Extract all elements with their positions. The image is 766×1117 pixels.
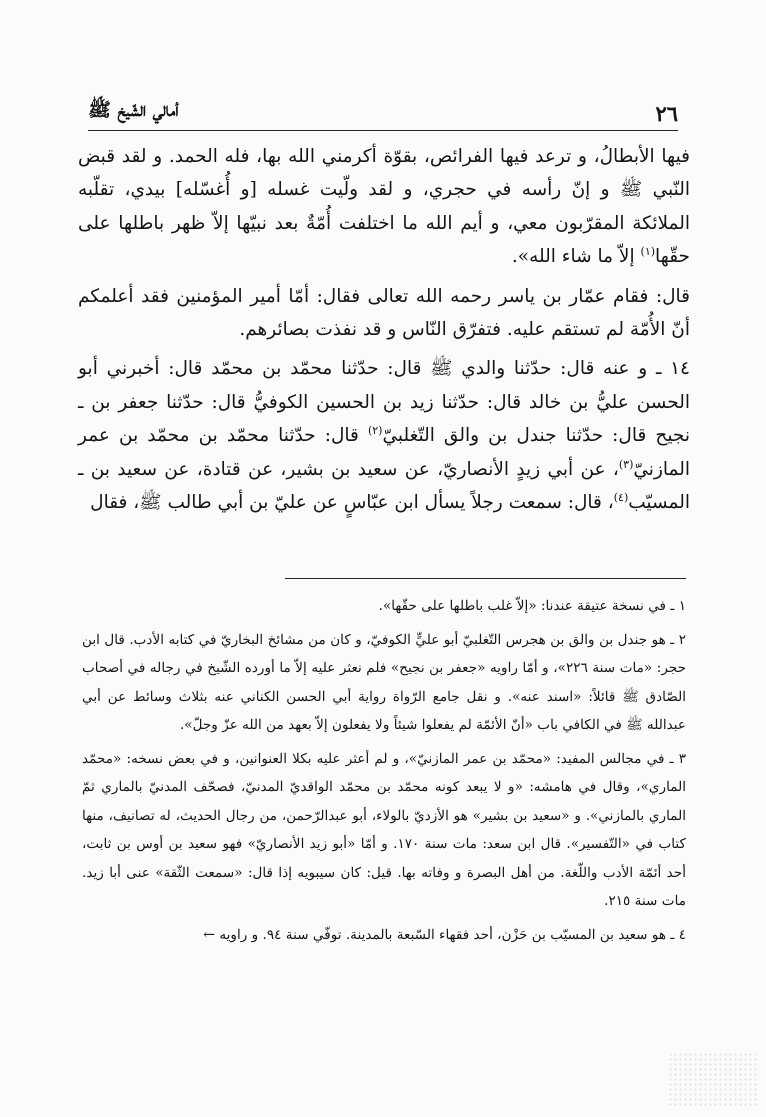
scan-noise bbox=[668, 1052, 758, 1108]
page-number: ٢٦ bbox=[655, 101, 678, 126]
footnote-rule bbox=[285, 578, 686, 579]
main-text bbox=[78, 140, 690, 519]
paragraph-1-text: فيها الأبطالُ، و ترعد فيها الفرائص، بقوّة أكرمني الله بها، فله الحمد. و لقد قبض النّبي ﷺ و إنّ رأسه في حجري، و لقد ولّيت غسله [و أُغسّله] بيدي، تقلّبه الملائكة المقرّبون معي، و أيم الله ما اختلفت أُمّةٌ بعد نبيّها إلاّ ظهر باطلها على حقّها bbox=[78, 146, 690, 268]
continuation-arrow-icon: ← bbox=[203, 926, 216, 943]
running-title: أمالي الشّيخ ﷺ bbox=[88, 99, 179, 121]
page-header bbox=[88, 92, 678, 126]
paragraph-3-text-d: ، قال: سمعت رجلاً يسأل ابن عبّاسٍ عن عليّ بن أبي طالب ﷺ، فقال bbox=[90, 492, 614, 514]
footnote-ref-2: (٢) bbox=[367, 424, 383, 438]
footnote-2: ٢ ـ هو جندل بن والق بن هجرس التّغلبيّ أبو عليٍّ الكوفيّ، و كان من مشائخ البخاريّ في كتابه الأدب. قال ابن حجر: «مات سنة ٢٢٦»، و أمّا راويه «جعفر بن نجيح» فلم نعثر عليه إلاّ ما أورده الشّيخ في رجاله في أصحاب الصّادق ﷺ قائلاً: «اسند عنه». و نقل جامع الرّواة رواية أبي الحسن الكناني عنه بثلاث وسائط عن أبي عبدالله ﷺ في الكافي باب «أنّ الأئمّة لم يفعلوا شيئاً ولا يفعلون إلاّ بعهد من الله عزّ وجلّ». bbox=[82, 631, 687, 733]
footnotes bbox=[82, 592, 686, 949]
footnote-4-text: ٤ ـ هو سعيد بن المسيّب بن حَزْن، أحد فقهاء السّبعة بالمدينة. توفّي سنة ٩٤. و راويه bbox=[219, 926, 686, 943]
footnote-ref-1: (١) bbox=[640, 245, 656, 259]
footnote-1: ١ ـ في نسخة عتيقة عندنا: «إلاّ غلب باطلها على حقّها». bbox=[378, 598, 686, 614]
paragraph-3-text-a: ١٤ ـ و عنه قال: حدّثنا والدي ﷺ قال: حدّثنا محمّد بن محمّد قال: أخبرني أبو الحسن عليُّ بن خالد قال: حدّثنا زيد بن الحسين الكوفيُّ قال: حدّثنا جعفر بن ـ نجيح قال: حدّثنا جندل بن والق التّغلبيّ bbox=[78, 358, 690, 447]
paragraph-2 bbox=[78, 280, 690, 347]
paragraph-3-text-b: قال: حدّثنا محمّد بن محمّد بن عمر المازنيّ bbox=[78, 425, 690, 480]
footnote-3: ٣ ـ في مجالس المفيد: «محمّد بن عمر المازنيّ»، و لم أعثر عليه بكلا العنوانين، و في بعض نسخه: «محمّد الماري»، وقال في هامشه: «و لا يبعد كونه محمّد بن محمّد الواقديّ المدنيّ، فصحّف المدنيّ بالماري ثمّ الماري بالمازني». و «سعيد بن بشير» هو الأزديّ بالولاء، أبو عبدالرّحمن، من رجال الحديث، له تصانيف، منها كتاب في «التّفسير». قال ابن سعد: مات سنة ١٧٠. و أمّا «أبو زيد الأنصاريّ» فهو سعيد بن أوس بن ثابت، أحد أئمّة الأدب واللّغة. من أهل البصرة و وفاته بها. قيل: كان سيبويه إذا قال: «سمعت الثّقة» عنى أبا زيد. مات سنة ٢١٥. bbox=[82, 750, 686, 909]
footnote-ref-4: (٤) bbox=[613, 490, 629, 504]
paragraph-2-text: قال: فقام عمّار بن ياسر رحمه الله تعالى فقال: أمّا أمير المؤمنين فقد أعلمكم أنّ الأُمّة لم تستقم عليه. فتفرّق النّاس و قد نفذت بصائرهم. bbox=[78, 285, 690, 341]
paragraph-1 bbox=[78, 140, 690, 274]
footnote-4 bbox=[82, 921, 686, 950]
header-rule bbox=[88, 130, 678, 131]
paragraph-1-tail: إلاّ ما شاء الله». bbox=[511, 246, 635, 268]
paragraph-3 bbox=[78, 352, 690, 519]
paragraph-3-text-c: ، عن أبي زيدٍ الأنصاريّ، عن سعيد بن بشير، عن قتادة، عن سعيد بن ـ المسيّب bbox=[78, 458, 690, 514]
footnote-ref-3: (٣) bbox=[618, 457, 634, 471]
